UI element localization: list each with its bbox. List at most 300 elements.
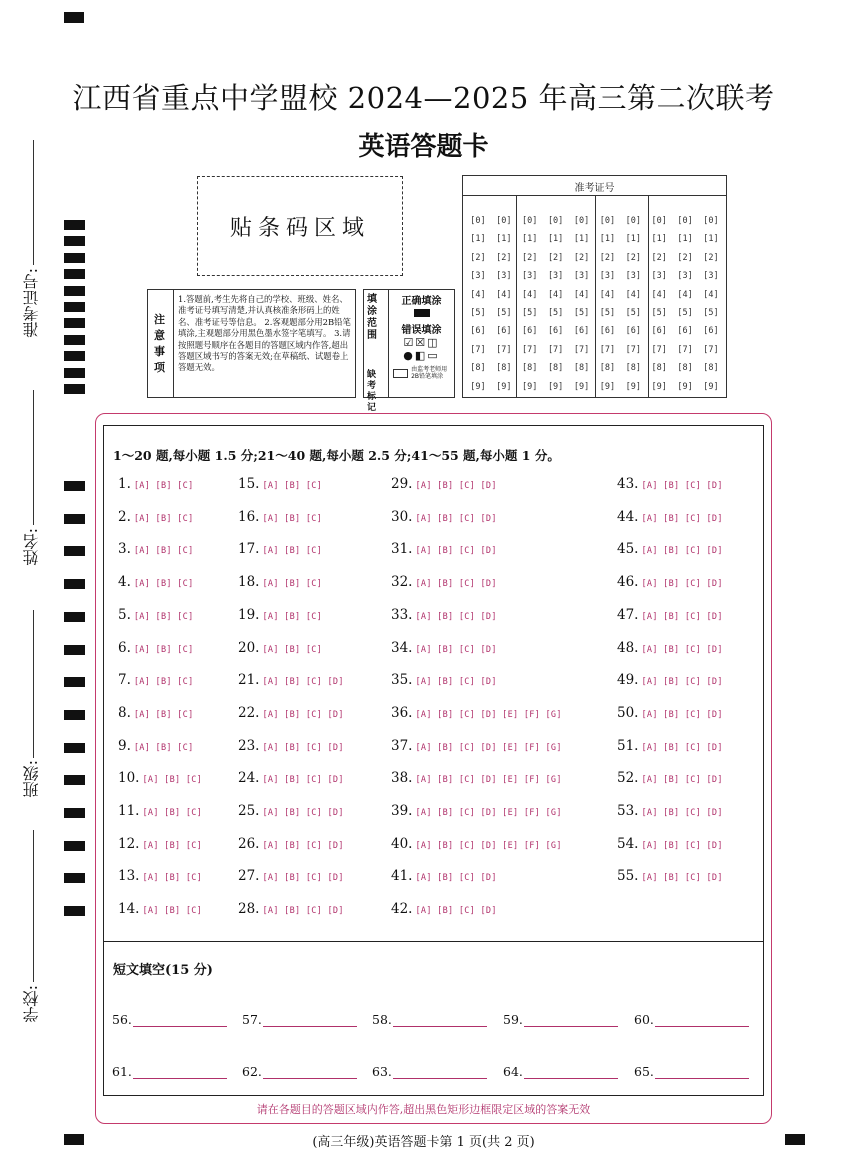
question-number: 40. (391, 835, 413, 852)
fill-blank[interactable] (242, 1012, 357, 1027)
blank-number: 59. (503, 1012, 523, 1027)
digit-bubble[interactable]: [2] (522, 252, 538, 263)
digit-row (465, 308, 724, 326)
digit-bubble[interactable]: [3] (547, 271, 564, 282)
answer-options[interactable]: [A] [B] [C] (262, 611, 323, 622)
timing-mark (64, 873, 85, 883)
digit-bubble[interactable]: [7] (599, 344, 616, 355)
digit-bubble[interactable]: [9] (573, 381, 590, 392)
blank-number: 61. (112, 1064, 132, 1079)
answer-options[interactable]: [A] [B] [C] (133, 677, 194, 688)
blank-line[interactable] (393, 1066, 487, 1079)
digit-bubble[interactable]: [4] (470, 289, 486, 300)
blank-number: 65. (634, 1064, 654, 1079)
question-item (617, 476, 723, 492)
digit-bubble[interactable]: [7] (547, 344, 564, 355)
answer-options[interactable]: [A] [B] [C] (142, 906, 203, 917)
question-item (118, 574, 193, 590)
digit-bubble[interactable]: [3] (496, 271, 512, 282)
digit-bubble[interactable]: [0] (703, 216, 719, 226)
digit-row (465, 363, 724, 381)
answer-options[interactable]: [A] [B] [C] [D] (415, 677, 497, 688)
answer-options[interactable]: [A] [B] [C] [D] (415, 546, 497, 557)
question-number: 53. (617, 803, 639, 819)
blank-number: 57. (242, 1012, 262, 1027)
question-number: 28. (238, 901, 260, 918)
blank-line[interactable] (133, 1014, 227, 1027)
answer-options[interactable]: [A] [B] [C] [D] (262, 906, 344, 917)
digit-bubble[interactable]: [1] (470, 234, 486, 245)
card-subtitle: 英语答题卡 (358, 132, 489, 162)
digit-bubble[interactable]: [1] (573, 234, 590, 245)
digit-bubble[interactable]: [8] (470, 363, 486, 374)
answer-options[interactable]: [A] [B] [C] [D] (641, 840, 723, 851)
digit-bubble[interactable]: [1] (496, 234, 512, 245)
digit-bubble[interactable]: [2] (703, 252, 719, 263)
timing-mark (64, 841, 85, 851)
answer-options[interactable]: [A] [B] [C] (142, 840, 203, 851)
timing-mark (64, 253, 85, 263)
digit-bubble[interactable]: [4] (651, 289, 667, 300)
blank-line[interactable] (524, 1066, 618, 1079)
blank-line[interactable] (133, 1066, 227, 1079)
blank-line[interactable] (524, 1014, 618, 1027)
answer-options[interactable]: [A] [B] [C] [D] [E] [F] [G] (415, 742, 562, 753)
answer-options[interactable]: [A] [B] [C] [D] (415, 481, 497, 491)
digit-bubble[interactable]: [0] (522, 216, 538, 226)
question-number: 23. (238, 737, 260, 754)
question-number: 12. (118, 835, 140, 852)
answer-options[interactable]: [A] [B] [C] (262, 644, 323, 655)
question-item (238, 738, 344, 754)
digit-bubble[interactable]: [9] (703, 381, 719, 392)
question-number: 21. (238, 672, 260, 689)
digit-bubble[interactable]: [1] (522, 234, 538, 245)
blank-number: 56. (112, 1012, 132, 1027)
section2-title: 短文填空(15 分) (113, 963, 213, 978)
digit-bubble[interactable]: [5] (703, 307, 719, 318)
question-number: 26. (238, 835, 260, 852)
question-item (238, 868, 344, 884)
digit-bubble[interactable]: [6] (625, 326, 641, 337)
answer-options[interactable]: [A] [B] [C] [D] (641, 709, 723, 720)
question-number: 11. (118, 803, 140, 819)
answer-options[interactable]: [A] [B] [C] [D] (641, 513, 723, 524)
notice-text: 1.答题前,考生先将自己的学校、班级、姓名、准考证号填写清楚,并认真核准条形码上的姓名、准考证号等信息。 2.客观题部分用2B铅笔填涂,主观题部分用黑色墨水签字笔填写。 3.请按照题号顺序在各题目的答题区域内作答,超出答题区域书写的答案无效;在草稿纸、试题卷上答题无效。 (178, 294, 351, 373)
question-item (118, 607, 193, 623)
answer-options[interactable]: [A] [B] [C] (142, 775, 203, 786)
digit-bubble[interactable]: [9] (470, 381, 486, 392)
question-item (118, 672, 193, 688)
blank-number: 64. (503, 1064, 523, 1079)
digit-bubble[interactable]: [0] (547, 216, 564, 226)
digit-bubble[interactable]: [2] (547, 252, 564, 263)
timing-mark (64, 579, 85, 589)
timing-mark (64, 335, 85, 345)
answer-options[interactable]: [A] [B] [C] [D] (641, 644, 723, 655)
digit-bubble[interactable]: [3] (573, 271, 590, 282)
blank-line[interactable] (393, 1014, 487, 1027)
answer-options[interactable]: [A] [B] [C] (133, 481, 194, 491)
blank-line[interactable] (655, 1014, 749, 1027)
fill-blank[interactable] (503, 1064, 618, 1079)
question-number: 25. (238, 803, 260, 819)
absent-box[interactable] (393, 369, 408, 378)
digit-bubble[interactable]: [9] (651, 381, 667, 392)
digit-bubble[interactable]: [2] (470, 252, 486, 263)
question-number: 35. (391, 672, 413, 689)
question-number: 10. (118, 770, 140, 787)
question-item (391, 901, 497, 917)
digit-bubble[interactable]: [8] (677, 363, 693, 374)
digit-bubble[interactable]: [4] (547, 289, 564, 300)
digit-bubble[interactable]: [9] (677, 381, 693, 392)
question-number: 52. (617, 770, 639, 787)
digit-bubble[interactable]: [2] (599, 252, 616, 263)
digit-bubble[interactable]: [6] (470, 326, 486, 337)
answer-options[interactable]: [A] [B] [C] [D] (415, 906, 497, 917)
answer-options[interactable]: [A] [B] [C] [D] [E] [F] [G] (415, 808, 562, 818)
digit-bubble[interactable]: [5] (625, 307, 641, 318)
question-number: 50. (617, 704, 639, 721)
answer-options[interactable]: [A] [B] [C] (133, 513, 194, 524)
answer-options[interactable]: [A] [B] [C] [D] (641, 677, 723, 688)
question-number: 39. (391, 803, 413, 819)
digit-bubble[interactable]: [5] (677, 307, 693, 318)
timing-mark (64, 514, 85, 524)
wrong-fill-icons: ☑☒◫ ●◧▭ (403, 336, 440, 362)
digit-bubble[interactable]: [4] (599, 289, 616, 300)
question-number: 29. (391, 476, 413, 492)
digit-bubble[interactable]: [7] (496, 344, 512, 355)
digit-bubble[interactable]: [3] (599, 271, 616, 282)
answer-options[interactable]: [A] [B] [C] (142, 808, 203, 818)
answer-options[interactable]: [A] [B] [C] [D] (641, 873, 723, 884)
timing-mark (64, 710, 85, 720)
digit-bubble[interactable]: [8] (625, 363, 641, 374)
digit-bubble[interactable]: [3] (470, 271, 486, 282)
digit-bubble[interactable]: [8] (573, 363, 590, 374)
digit-bubble[interactable]: [3] (651, 271, 667, 282)
answer-options[interactable]: [A] [B] [C] (133, 709, 194, 720)
question-number: 13. (118, 868, 140, 885)
digit-bubble[interactable]: [4] (703, 289, 719, 300)
digit-bubble[interactable]: [0] (625, 216, 641, 226)
question-item (391, 672, 497, 688)
answer-options[interactable]: [A] [B] [C] [D] (262, 677, 344, 688)
digit-bubble[interactable]: [7] (625, 344, 641, 355)
digit-row (465, 253, 724, 271)
digit-bubble[interactable]: [0] (677, 216, 693, 226)
digit-bubble[interactable]: [7] (703, 344, 719, 355)
timing-mark (64, 351, 85, 361)
question-number: 46. (617, 574, 639, 591)
digit-bubble[interactable]: [5] (522, 307, 538, 318)
digit-bubble[interactable]: [1] (703, 234, 719, 245)
question-item (238, 672, 344, 688)
digit-bubble[interactable]: [5] (496, 307, 512, 318)
answer-options[interactable]: [A] [B] [C] [D] (641, 546, 723, 557)
answer-options[interactable]: [A] [B] [C] (133, 546, 194, 557)
question-number: 51. (617, 737, 639, 754)
digit-bubble[interactable]: [6] (599, 326, 616, 337)
question-number: 45. (617, 541, 639, 558)
digit-bubble[interactable]: [8] (522, 363, 538, 374)
fill-blank[interactable] (372, 1012, 487, 1027)
question-number: 14. (118, 901, 140, 918)
question-item (391, 868, 497, 884)
answer-options[interactable]: [A] [B] [C] [D] (262, 775, 344, 786)
question-number: 38. (391, 770, 413, 787)
answer-options[interactable]: [A] [B] [C] [D] (262, 742, 344, 753)
fill-blank[interactable] (503, 1012, 618, 1027)
answer-options[interactable]: [A] [B] [C] [D] (415, 579, 497, 590)
digit-bubble[interactable]: [6] (547, 326, 564, 337)
digit-bubble[interactable]: [0] (599, 216, 616, 226)
question-number: 33. (391, 606, 413, 623)
digit-bubble[interactable]: [3] (625, 271, 641, 282)
corner-mark (64, 12, 84, 23)
question-number: 6. (118, 639, 131, 656)
question-item (118, 476, 193, 492)
timing-mark (64, 318, 85, 328)
answer-area (103, 425, 764, 1096)
digit-bubble[interactable]: [7] (522, 344, 538, 355)
class-label: 班级: (22, 760, 41, 798)
answer-options[interactable]: [A] [B] [C] [D] (415, 873, 497, 884)
timing-mark (64, 220, 85, 230)
timing-mark (64, 302, 85, 312)
question-item (391, 476, 497, 492)
digit-bubble[interactable]: [2] (677, 252, 693, 263)
digit-bubble[interactable]: [5] (547, 307, 564, 318)
digit-bubble[interactable]: [0] (651, 216, 667, 226)
answer-options[interactable]: [A] [B] [C] [D] (641, 775, 723, 786)
answer-options[interactable]: [A] [B] [C] [D] (641, 579, 723, 590)
digit-bubble[interactable]: [5] (470, 307, 486, 318)
answer-options[interactable]: [A] [B] [C] (262, 481, 323, 491)
digit-row (465, 234, 724, 252)
question-number: 9. (118, 737, 131, 754)
question-number: 1. (118, 476, 131, 492)
question-item (118, 868, 202, 884)
timing-mark (64, 384, 85, 394)
answer-options[interactable]: [A] [B] [C] [D] [E] [F] [G] (415, 840, 562, 851)
digit-bubbles[interactable] (465, 216, 724, 400)
question-item (238, 476, 322, 492)
school-label: 学校: (22, 985, 41, 1023)
digit-row (465, 271, 724, 289)
digit-bubble[interactable]: [6] (703, 326, 719, 337)
digit-bubble[interactable]: [9] (522, 381, 538, 392)
digit-bubble[interactable]: [4] (625, 289, 641, 300)
digit-bubble[interactable]: [2] (625, 252, 641, 263)
answer-options[interactable]: [A] [B] [C] [D] (262, 840, 344, 851)
question-number: 5. (118, 606, 131, 623)
question-number: 49. (617, 672, 639, 689)
question-item (118, 509, 193, 525)
question-item (238, 901, 344, 917)
question-item (391, 509, 497, 525)
digit-bubble[interactable]: [5] (573, 307, 590, 318)
question-item (238, 803, 344, 819)
question-item (118, 541, 193, 557)
blank-line[interactable] (263, 1066, 357, 1079)
digit-bubble[interactable]: [1] (677, 234, 693, 245)
question-number: 3. (118, 541, 131, 558)
timing-mark (64, 546, 85, 556)
question-number: 2. (118, 508, 131, 525)
answer-options[interactable]: [A] [B] [C] (133, 644, 194, 655)
digit-bubble[interactable]: [8] (703, 363, 719, 374)
answer-options[interactable]: [A] [B] [C] [D] (641, 481, 723, 491)
question-item (238, 770, 344, 786)
barcode-label: 贴条码区域 (229, 215, 370, 241)
absent-label: 缺考标记 (367, 370, 377, 413)
question-item (118, 836, 202, 852)
digit-bubble[interactable]: [1] (547, 234, 564, 245)
digit-bubble[interactable]: [7] (677, 344, 693, 355)
digit-bubble[interactable]: [6] (677, 326, 693, 337)
answer-options[interactable]: [A] [B] [C] (142, 873, 203, 884)
digit-bubble[interactable]: [8] (496, 363, 512, 374)
digit-bubble[interactable]: [0] (573, 216, 590, 226)
question-item (617, 574, 723, 590)
question-number: 16. (238, 508, 260, 525)
fill-blank[interactable] (112, 1064, 227, 1079)
answer-options[interactable]: [A] [B] [C] [D] (262, 873, 344, 884)
question-item (118, 901, 202, 917)
fill-blank[interactable] (112, 1012, 227, 1027)
digit-bubble[interactable]: [1] (599, 234, 616, 245)
digit-bubble[interactable]: [1] (625, 234, 641, 245)
question-item (391, 770, 562, 786)
answer-options[interactable]: [A] [B] [C] (133, 611, 194, 622)
fill-blank[interactable] (372, 1064, 487, 1079)
question-item (118, 770, 202, 786)
question-number: 47. (617, 606, 639, 623)
fill-blank[interactable] (634, 1064, 749, 1079)
fill-blank[interactable] (242, 1064, 357, 1079)
digit-bubble[interactable]: [5] (651, 307, 667, 318)
answer-options[interactable]: [A] [B] [C] [D] (262, 808, 344, 818)
question-item (617, 868, 723, 884)
class-line[interactable] (33, 610, 34, 758)
digit-bubble[interactable]: [6] (651, 326, 667, 337)
digit-bubble[interactable]: [3] (677, 271, 693, 282)
digit-bubble[interactable]: [6] (522, 326, 538, 337)
digit-bubble[interactable]: [9] (496, 381, 512, 392)
answer-options[interactable]: [A] [B] [C] (133, 579, 194, 590)
digit-bubble[interactable]: [2] (651, 252, 667, 263)
digit-bubble[interactable]: [6] (573, 326, 590, 337)
digit-bubble[interactable]: [9] (625, 381, 641, 392)
digit-bubble[interactable]: [8] (599, 363, 616, 374)
question-item (617, 803, 723, 819)
answer-options[interactable]: [A] [B] [C] [D] (641, 742, 723, 753)
digit-bubble[interactable]: [0] (470, 216, 486, 226)
digit-bubble[interactable]: [5] (599, 307, 616, 318)
section-divider (103, 941, 764, 942)
answer-options[interactable]: [A] [B] [C] [D] [E] [F] [G] (415, 775, 562, 786)
fill-guide (363, 289, 455, 413)
answer-options[interactable]: [A] [B] [C] [D] (415, 611, 497, 622)
answer-options[interactable]: [A] [B] [C] [D] (641, 611, 723, 622)
name-line[interactable] (33, 390, 34, 525)
question-number: 8. (118, 704, 131, 721)
digit-bubble[interactable]: [4] (573, 289, 590, 300)
digit-bubble[interactable]: [4] (522, 289, 538, 300)
question-item (238, 574, 322, 590)
question-item (617, 705, 723, 721)
exam-no-line[interactable] (33, 140, 34, 265)
question-item (391, 541, 497, 557)
answer-options[interactable]: [A] [B] [C] (262, 513, 323, 524)
answer-options[interactable]: [A] [B] [C] [D] [E] [F] [G] (415, 709, 562, 720)
timing-mark (64, 481, 85, 491)
question-item (238, 640, 322, 656)
digit-bubble[interactable]: [7] (470, 344, 486, 355)
question-item (238, 509, 322, 525)
digit-bubble[interactable]: [7] (651, 344, 667, 355)
question-number: 20. (238, 639, 260, 656)
question-number: 7. (118, 672, 131, 689)
answer-options[interactable]: [A] [B] [C] (262, 579, 323, 590)
question-item (118, 640, 193, 656)
answer-options[interactable]: [A] [B] [C] [D] (415, 513, 497, 524)
answer-options[interactable]: [A] [B] [C] [D] (641, 808, 723, 818)
question-item (617, 738, 723, 754)
digit-bubble[interactable]: [4] (496, 289, 512, 300)
digit-bubble[interactable]: [2] (573, 252, 590, 263)
question-number: 37. (391, 737, 413, 754)
answer-options[interactable]: [A] [B] [C] [D] (415, 644, 497, 655)
digit-bubble[interactable]: [0] (496, 216, 512, 226)
answer-options[interactable]: [A] [B] [C] (262, 546, 323, 557)
digit-bubble[interactable]: [8] (651, 363, 667, 374)
question-item (118, 803, 202, 819)
blank-number: 62. (242, 1064, 262, 1079)
question-item (617, 640, 723, 656)
timing-mark (64, 645, 85, 655)
question-number: 32. (391, 574, 413, 591)
digit-bubble[interactable]: [2] (496, 252, 512, 263)
timing-mark (64, 677, 85, 687)
digit-bubble[interactable]: [4] (677, 289, 693, 300)
answer-options[interactable]: [A] [B] [C] [D] (262, 709, 344, 720)
school-line[interactable] (33, 830, 34, 982)
blank-line[interactable] (655, 1066, 749, 1079)
blank-line[interactable] (263, 1014, 357, 1027)
digit-bubble[interactable]: [7] (573, 344, 590, 355)
question-number: 43. (617, 476, 639, 492)
digit-bubble[interactable]: [9] (547, 381, 564, 392)
fill-blank[interactable] (634, 1012, 749, 1027)
digit-bubble[interactable]: [1] (651, 234, 667, 245)
digit-bubble[interactable]: [3] (703, 271, 719, 282)
question-number: 36. (391, 704, 413, 721)
question-number: 34. (391, 639, 413, 656)
question-number: 30. (391, 508, 413, 525)
digit-bubble[interactable]: [8] (547, 363, 564, 374)
question-number: 31. (391, 541, 413, 558)
digit-bubble[interactable]: [9] (599, 381, 616, 392)
answer-options[interactable]: [A] [B] [C] (133, 742, 194, 753)
question-item (391, 738, 562, 754)
digit-bubble[interactable]: [6] (496, 326, 512, 337)
digit-bubble[interactable]: [3] (522, 271, 538, 282)
exam-no-label: 准考证号: (22, 268, 41, 338)
